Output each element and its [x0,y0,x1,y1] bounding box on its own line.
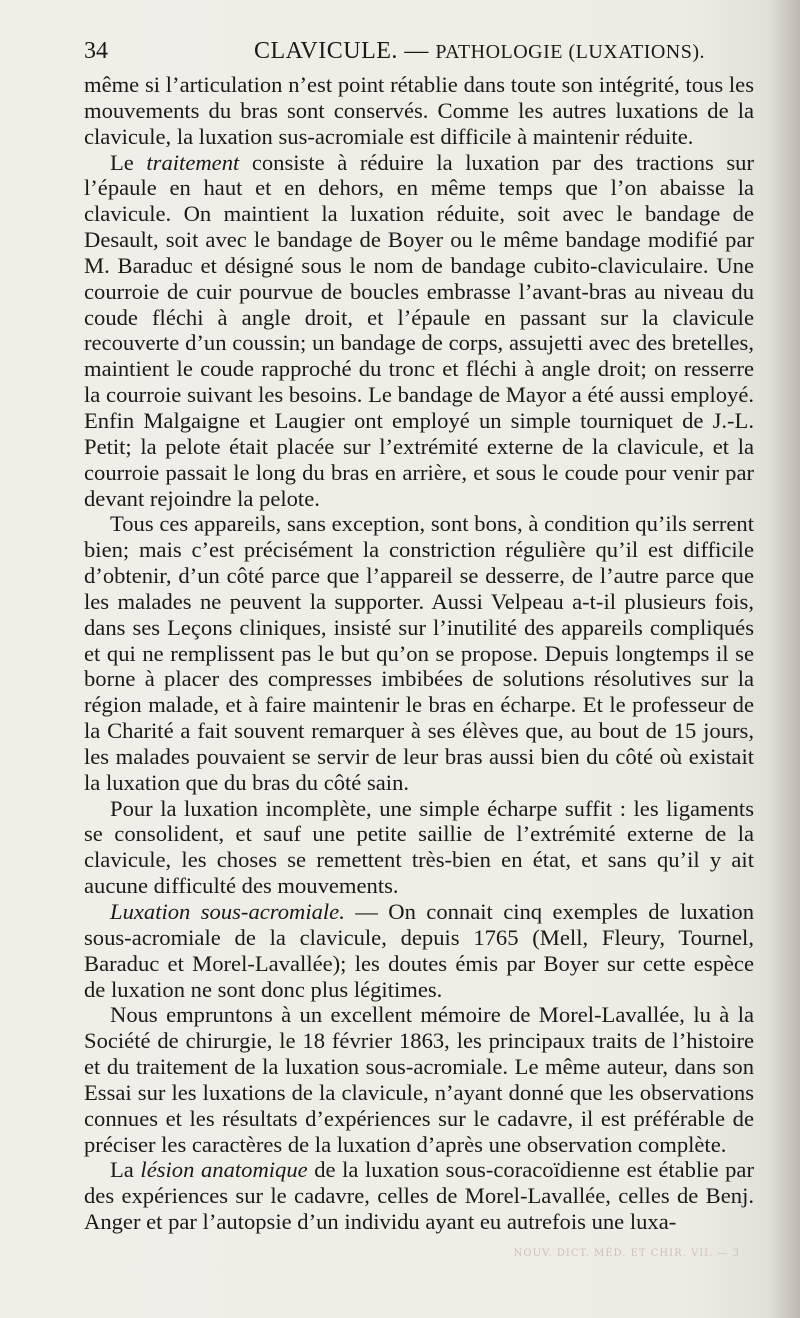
section-title: PATHOLOGIE (LUXATIONS). [435,41,706,63]
page-number: 34 [84,38,108,64]
paragraph: Le traitement consiste à réduire la luxation par des tractions sur l’épaule en haut et en dehors, en même temps que l’on abaisse la clavicule. On maintient la luxation réduite, soit avec le bandage de Desault, soit avec le bandage de Boyer ou le même bandage modifié par M. Baraduc et désigné sous le nom de bandage cubito-claviculaire. Une courroie de cuir pourvue de boucles embrasse l’avant-bras au niveau du coude fléchi à angle droit, et l’épaule en passant sur la clavicule recouverte d’un coussin; un bandage de corps, assujetti avec des bretelles, maintient le coude rapproché du tronc et fléchi à angle droit; on resserre la courroie suivant les besoins. Le bandage de Mayor a été aussi employé. Enfin Malgaigne et Laugier ont employé un simple tourniquet de J.-L. Petit; la pelote était placée sur l’extrémité externe de la clavicule, et la courroie passait le long du bras en arrière, et sous le coude pour venir par devant rejoindre la pelote. [84,149,754,511]
faint-signature: NOUV. DICT. MÉD. ET CHIR. VII. — 3 [513,1248,740,1259]
running-header [84,38,754,72]
emphasis: lésion anatomique [140,1157,308,1183]
paragraph: Nous empruntons à un excellent mémoire de Morel-Lavallée, lu à la Société de chirurgie, le 18 février 1863, les principaux traits de l’histoire et du traitement de la luxation sous-acromiale. Le même auteur, dans son Essai sur les luxations de la clavicule, n’ayant donné que les observations connues et les résultats d’expériences sur le cadavre, il est préférable de préciser les caractères de la luxation d’après une observation complète. [84,1002,754,1157]
paragraph: Pour la luxation incomplète, une simple écharpe suffit : les ligaments se consolident, et sauf une petite saillie de l’extrémité externe de la clavicule, les choses se remettent très-bien en état, et sans qu’il y ait aucune difficulté des mouvements. [84,795,754,899]
title-separator: — [397,38,436,64]
paragraph: Tous ces appareils, sans exception, sont bons, à condition qu’ils serrent bien; mais c’est précisément la constriction régulière qu’il est difficile d’obtenir, d’un côté parce que l’appareil se desserre, de l’autre parce que les malades ne peuvent la supporter. Aussi Velpeau a-t-il plusieurs fois, dans ses Leçons cliniques, insisté sur l’inutilité des appareils compliqués et qui ne remplissent pas le but qu’on se propose. Depuis longtemps il se borne à placer des compresses imbibées de solutions résolutives sur la région malade, et à faire maintenir le bras en écharpe. Et le professeur de la Charité a fait souvent remarquer à ses élèves que, au bout de 15 jours, les malades pouvaient se servir de leur bras aussi bien du côté où existait la luxation que du bras du côté sain. [84,511,754,795]
body-text [84,72,754,1235]
paragraph: La lésion anatomique de la luxation sous-coracoïdienne est établie par des expériences sur le cadavre, celles de Morel-Lavallée, celles de Benj. Anger et par l’autopsie d’un individu ayant eu autrefois une luxa- [84,1157,754,1235]
chapter-title: CLAVICULE. [254,38,398,64]
section-heading: Luxation sous-acromiale. [110,899,345,924]
paragraph: Luxation sous-acromiale. — On connait cinq exemples de luxation sous-acromiale de la clavicule, depuis 1765 (Mell, Fleury, Tournel, Baraduc et Morel-Lavallée); les doutes émis par Boyer sur cette espèce de luxation ne sont donc plus légitimes. [84,899,755,1002]
running-title [254,38,705,65]
emphasis: traitement [146,149,240,175]
paragraph: même si l’articulation n’est point rétablie dans toute son intégrité, tous les mouvements du bras sont conservés. Comme les autres luxations de la clavicule, la luxation sus-acromiale est difficile à maintenir réduite. [84,72,754,149]
